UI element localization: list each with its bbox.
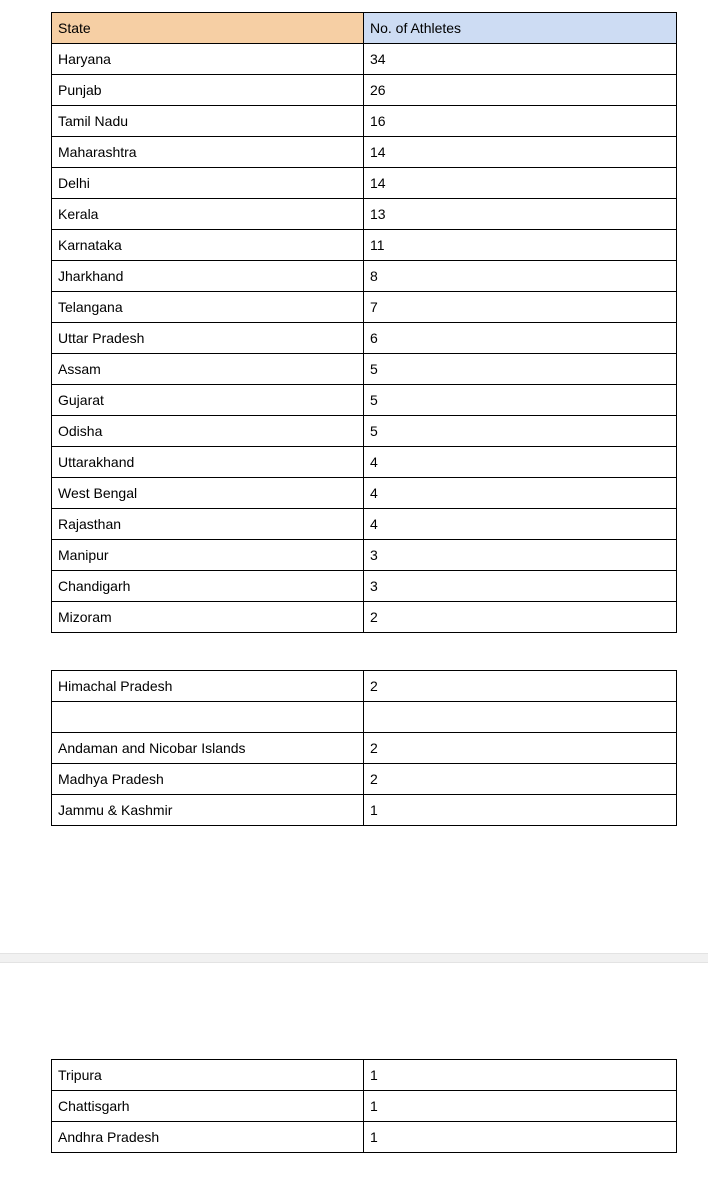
header-state: State [52,13,364,44]
state-cell: Kerala [52,199,364,230]
count-cell: 1 [364,795,677,826]
table-row [52,478,677,509]
state-cell: Delhi [52,168,364,199]
state-cell: Haryana [52,44,364,75]
table-row [52,571,677,602]
table-row [52,323,677,354]
table-row [52,1091,677,1122]
state-cell: Andaman and Nicobar Islands [52,733,364,764]
table-row [52,733,677,764]
count-cell: 16 [364,106,677,137]
state-cell: Uttarakhand [52,447,364,478]
state-cell: West Bengal [52,478,364,509]
state-cell: Uttar Pradesh [52,323,364,354]
table-row [52,261,677,292]
table-header-row [52,13,677,44]
state-cell: Punjab [52,75,364,106]
state-cell: Tripura [52,1060,364,1091]
page-break-divider [0,953,708,963]
state-cell: Karnataka [52,230,364,261]
state-cell: Chandigarh [52,571,364,602]
count-cell: 5 [364,416,677,447]
count-cell: 4 [364,478,677,509]
state-cell: Maharashtra [52,137,364,168]
table-row [52,354,677,385]
table-row [52,199,677,230]
table-row [52,671,677,702]
state-cell: Tamil Nadu [52,106,364,137]
count-cell: 1 [364,1122,677,1153]
table-row [52,385,677,416]
state-cell: Rajasthan [52,509,364,540]
athletes-table-continued [51,670,677,826]
athletes-table-next-page [51,1059,677,1153]
table-row [52,795,677,826]
count-cell: 1 [364,1091,677,1122]
state-cell: Jharkhand [52,261,364,292]
state-cell: Mizoram [52,602,364,633]
state-cell: Chattisgarh [52,1091,364,1122]
state-cell: Odisha [52,416,364,447]
table-row [52,764,677,795]
count-cell [364,702,677,733]
count-cell: 1 [364,1060,677,1091]
state-cell: Madhya Pradesh [52,764,364,795]
count-cell: 4 [364,447,677,478]
count-cell: 34 [364,44,677,75]
state-cell: Assam [52,354,364,385]
state-cell: Telangana [52,292,364,323]
header-athlete-count: No. of Athletes [364,13,677,44]
state-cell: Andhra Pradesh [52,1122,364,1153]
count-cell: 3 [364,540,677,571]
state-cell [52,702,364,733]
count-cell: 3 [364,571,677,602]
table-row [52,230,677,261]
count-cell: 2 [364,764,677,795]
count-cell: 4 [364,509,677,540]
table-row [52,75,677,106]
count-cell: 2 [364,733,677,764]
table-row [52,416,677,447]
count-cell: 5 [364,385,677,416]
table-row-empty [52,702,677,733]
count-cell: 2 [364,671,677,702]
state-cell: Gujarat [52,385,364,416]
table-row [52,1122,677,1153]
count-cell: 14 [364,137,677,168]
count-cell: 2 [364,602,677,633]
athletes-table-main [51,12,677,633]
count-cell: 6 [364,323,677,354]
table-row [52,106,677,137]
count-cell: 11 [364,230,677,261]
count-cell: 14 [364,168,677,199]
count-cell: 7 [364,292,677,323]
count-cell: 26 [364,75,677,106]
state-cell: Manipur [52,540,364,571]
table-row [52,447,677,478]
table-row [52,137,677,168]
count-cell: 8 [364,261,677,292]
table-row [52,1060,677,1091]
count-cell: 13 [364,199,677,230]
table-row [52,602,677,633]
table-row [52,540,677,571]
state-cell: Himachal Pradesh [52,671,364,702]
table-row [52,44,677,75]
table-row [52,509,677,540]
table-row [52,168,677,199]
state-cell: Jammu & Kashmir [52,795,364,826]
count-cell: 5 [364,354,677,385]
table-row [52,292,677,323]
